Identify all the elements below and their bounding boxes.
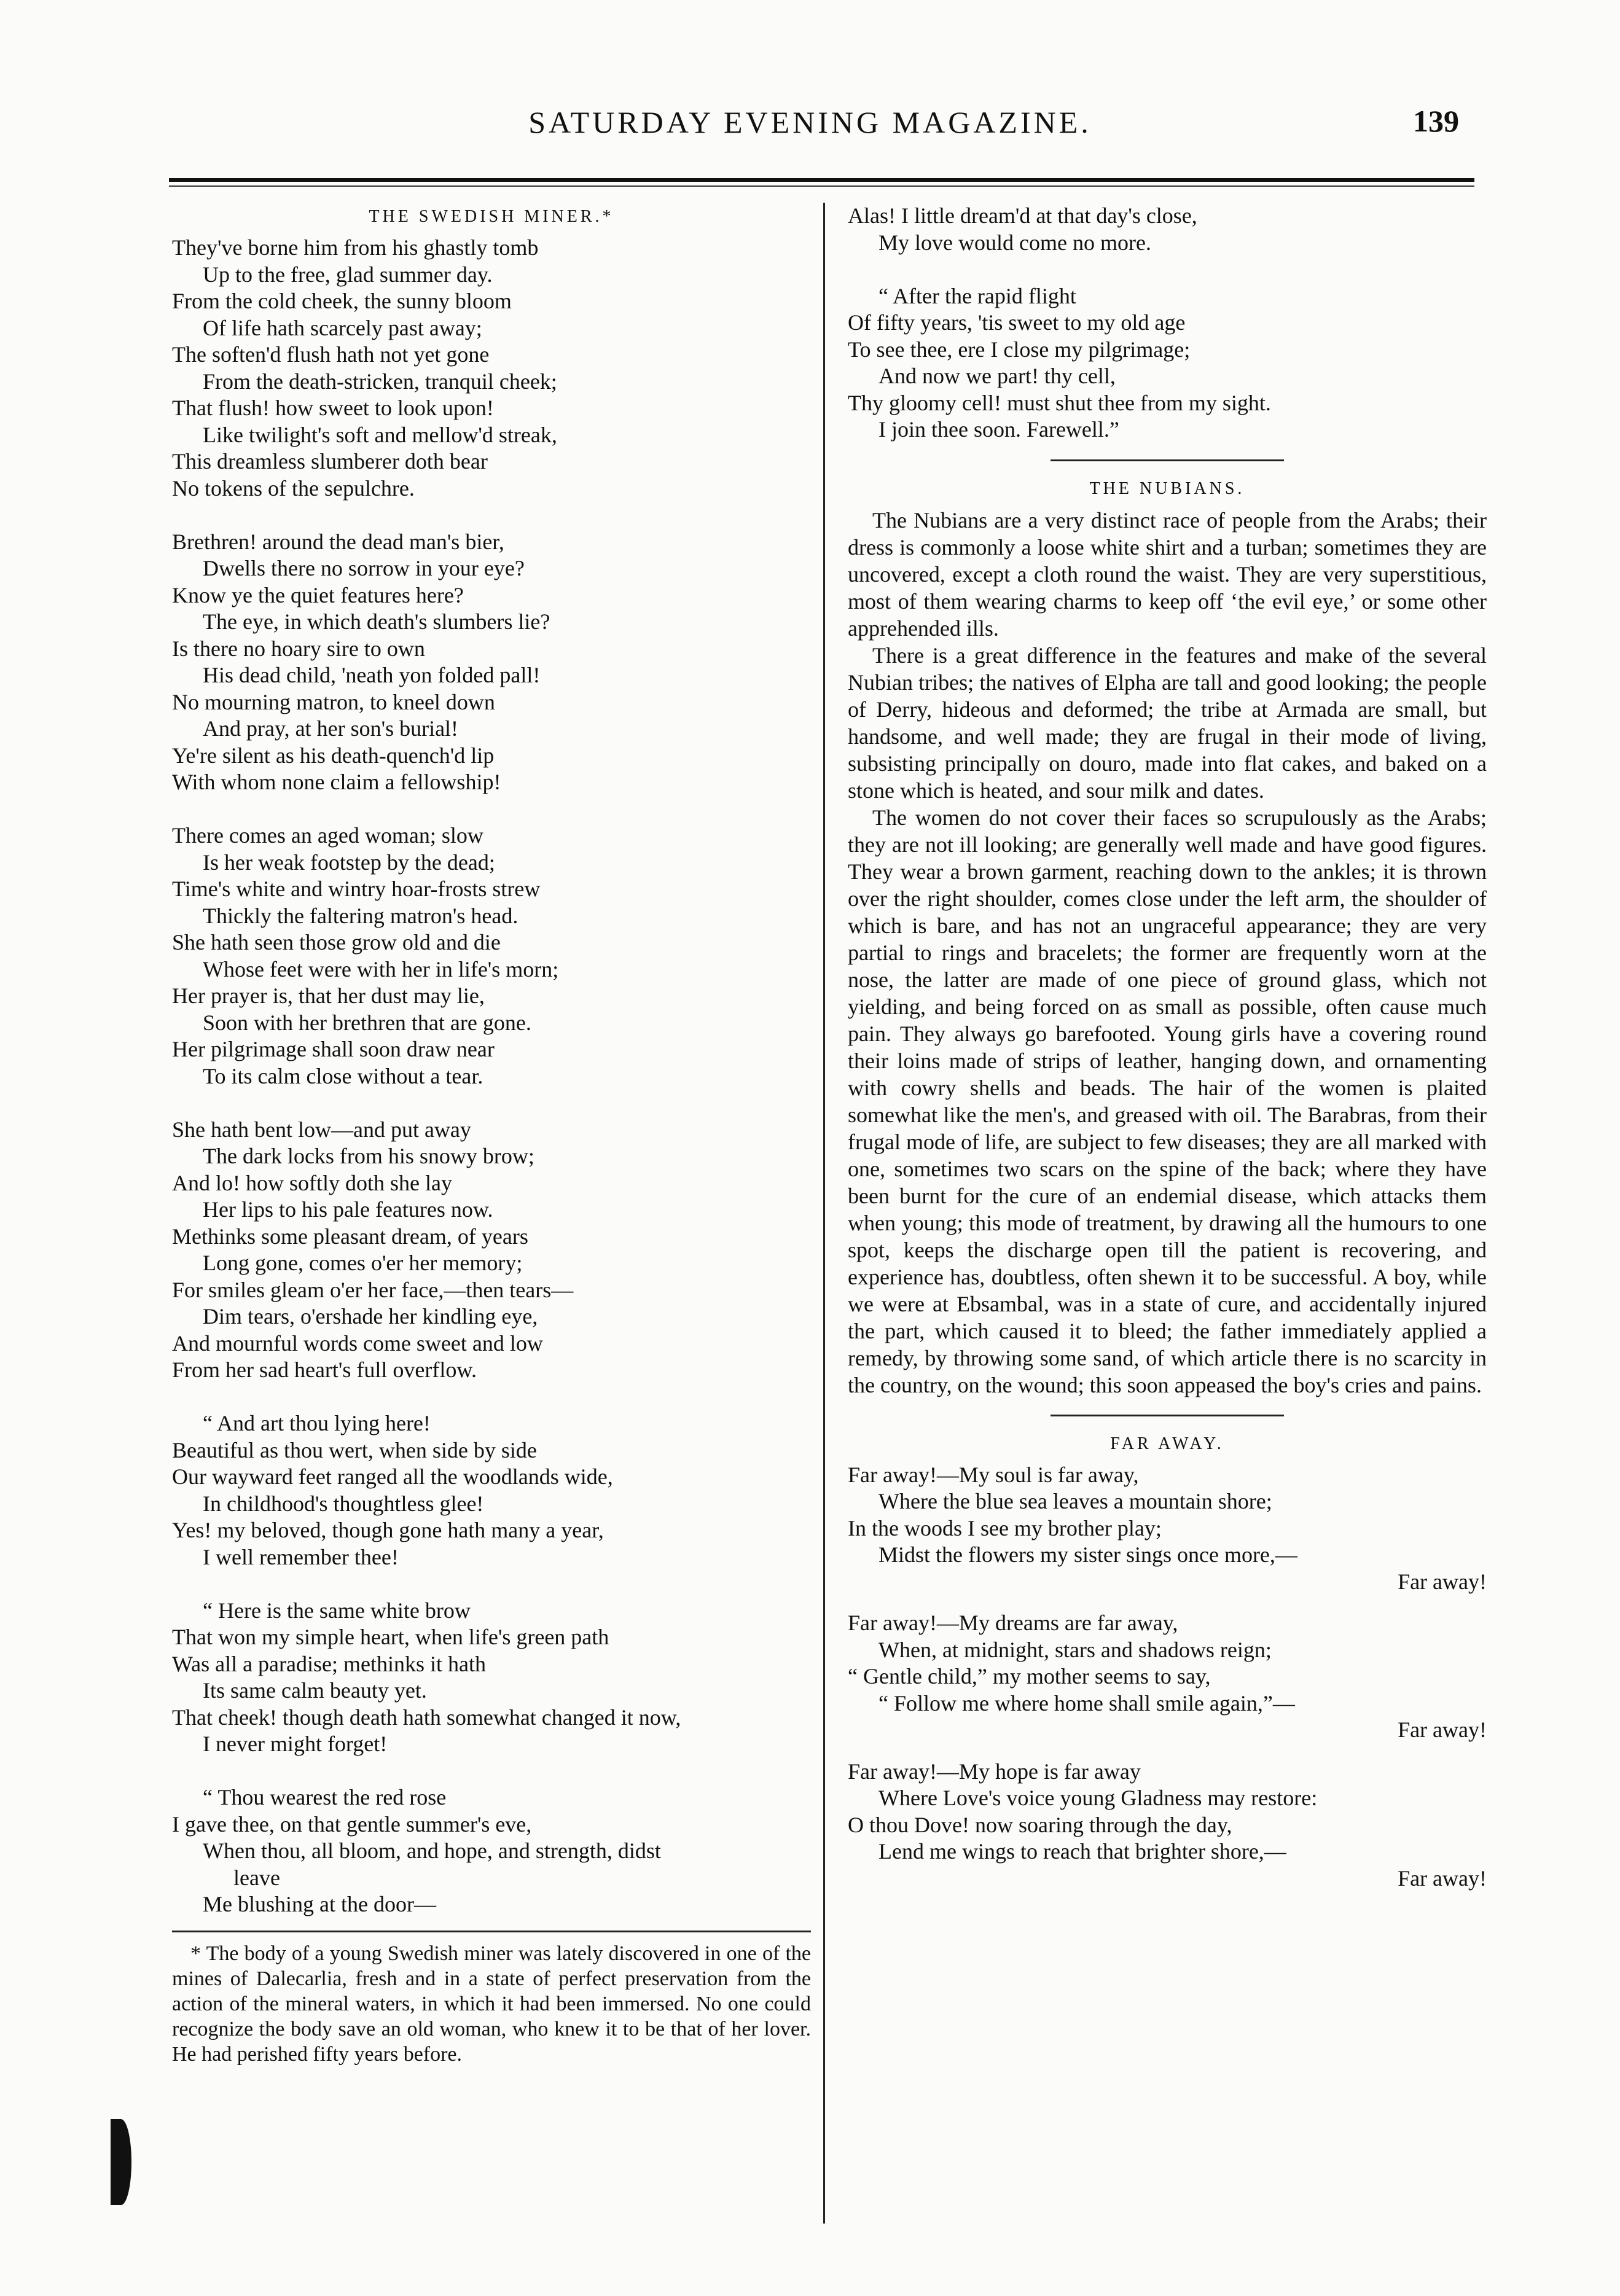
poem-line: For smiles gleam o'er her face,—then tears— [172, 1277, 574, 1302]
poem-line: “ Here is the same white brow [203, 1598, 471, 1623]
poem-line: Methinks some pleasant dream, of years [172, 1224, 528, 1249]
poem-line: leave [233, 1865, 280, 1890]
column-divider [823, 203, 825, 2224]
poem-line: And mournful words come sweet and low [172, 1330, 543, 1356]
nubians-title: THE NUBIANS. [1089, 478, 1245, 498]
poem-line: The soften'd flush hath not yet gone [172, 342, 490, 367]
poem-line: Far away! [1398, 1569, 1487, 1594]
poem-line: Dwells there no sorrow in your eye? [203, 556, 525, 580]
poem-line: “ Gentle child,” my mother seems to say, [848, 1664, 1211, 1689]
poem-line: Like twilight's soft and mellow'd streak, [203, 422, 557, 447]
paragraph: There is a great difference in the features and make of the several Nubian tribes; the natives of Elpha are tall and good looking; the people of Derry, hideous and deformed; the tribe at Armada are small, but handsome, and well made; they are frugal in their mode of living, subsisting principally on douro, made into flat cakes, and baked on a stone which is heated, and sour milk and dates. [848, 642, 1487, 803]
swedish-miner-title: THE SWEDISH MINER.* [369, 207, 614, 226]
far-away-poem [848, 1462, 1487, 1892]
poem-line: Her prayer is, that her dust may lie, [172, 983, 485, 1008]
poem-line: Far away!—My dreams are far away, [848, 1611, 1178, 1635]
poem-line: From the death-stricken, tranquil cheek; [203, 369, 557, 394]
section-rule [1051, 1415, 1284, 1416]
right-column [848, 203, 1487, 1892]
poem-line: When thou, all bloom, and hope, and strength, didst [203, 1838, 661, 1863]
stanza-gap [848, 256, 1487, 283]
poem-line: Thickly the faltering matron's head. [203, 903, 518, 928]
poem-line: Up to the free, glad summer day. [203, 262, 493, 287]
section-rule [1051, 459, 1284, 461]
stanza-gap [172, 1571, 811, 1598]
paragraph: The Nubians are a very distinct race of people from the Arabs; their dress is commonly a loose white shirt and a turban; sometimes they are uncovered, except a cloth round the waist. They are very superstitious, most of them wearing charms to keep off ‘the evil eye,’ or some other apprehended ills. [848, 507, 1487, 641]
poem-line: Dim tears, o'ershade her kindling eye, [203, 1304, 538, 1329]
poem-line: And pray, at her son's burial! [203, 716, 459, 741]
poem-line: Is her weak footstep by the dead; [203, 849, 495, 875]
poem-line: Where the blue sea leaves a mountain shore; [878, 1489, 1272, 1513]
poem-line: My love would come no more. [878, 230, 1151, 255]
poem-line: Long gone, comes o'er her memory; [203, 1251, 523, 1275]
stanza-gap [172, 796, 811, 823]
nubians-article [848, 507, 1487, 1399]
poem-line: Me blushing at the door— [203, 1892, 436, 1916]
poem-line: The dark locks from his snowy brow; [203, 1144, 534, 1168]
poem-line: Whose feet were with her in life's morn; [203, 956, 559, 982]
poem-line: Was all a paradise; methinks it hath [172, 1651, 486, 1676]
poem-line: Far away! [1398, 1865, 1487, 1891]
far-away-title: FAR AWAY. [1110, 1434, 1224, 1453]
poem-line: “ Follow me where home shall smile again,”— [878, 1690, 1295, 1716]
header-rule-thin [169, 185, 1474, 187]
poem-line: Midst the flowers my sister sings once more,— [878, 1542, 1297, 1567]
poem-line: Beautiful as thou wert, when side by side [172, 1437, 537, 1462]
poem-line: “ After the rapid flight [878, 283, 1076, 308]
header-rule [169, 178, 1474, 182]
stanza-gap [172, 502, 811, 529]
stanza-gap [172, 1384, 811, 1411]
poem-line: Soon with her brethren that are gone. [203, 1010, 531, 1035]
poem-line: To its calm close without a tear. [203, 1063, 483, 1088]
poem-line: Her lips to his pale features now. [203, 1197, 493, 1222]
poem-line: From the cold cheek, the sunny bloom [172, 289, 512, 313]
poem-line: Far away!—My soul is far away, [848, 1462, 1139, 1487]
poem-line: Ye're silent as his death-quench'd lip [172, 743, 495, 768]
poem-line: No mourning matron, to kneel down [172, 689, 495, 714]
poem-line: Know ye the quiet features here? [172, 582, 464, 607]
poem-line: Her pilgrimage shall soon draw near [172, 1037, 495, 1061]
poem-line: Alas! I little dream'd at that day's close, [848, 203, 1197, 228]
poem-line: I never might forget! [203, 1732, 388, 1756]
poem-line: “ And art thou lying here! [203, 1411, 431, 1435]
poem-line: That cheek! though death hath somewhat changed it now, [172, 1704, 681, 1730]
poem-line: I join thee soon. Farewell.” [878, 417, 1119, 442]
poem-line: Brethren! around the dead man's bier, [172, 529, 504, 554]
poem-line: Is there no hoary sire to own [172, 636, 425, 661]
poem-line: To see thee, ere I close my pilgrimage; [848, 337, 1191, 362]
poem-line: With whom none claim a fellowship! [172, 770, 501, 794]
poem-line: Far away! [1398, 1717, 1487, 1742]
poem-line: No tokens of the sepulchre. [172, 475, 415, 501]
poem-line: Time's white and wintry hoar-frosts strew [172, 877, 541, 901]
running-header: SATURDAY EVENING MAGAZINE. [528, 105, 1092, 139]
page-edge-mark [111, 2119, 131, 2205]
poem-line: O thou Dove! now soaring through the day, [848, 1812, 1232, 1837]
poem-line: When, at midnight, stars and shadows reign; [878, 1637, 1272, 1662]
stanza-gap [848, 1595, 1487, 1610]
poem-line: The eye, in which death's slumbers lie? [203, 609, 550, 634]
poem-line: Far away!—My hope is far away [848, 1759, 1141, 1784]
poem-line: Where Love's voice young Gladness may restore: [878, 1786, 1318, 1810]
poem-line: “ Thou wearest the red rose [203, 1785, 447, 1810]
poem-line: Its same calm beauty yet. [203, 1678, 427, 1703]
swedish-miner-continuation [848, 203, 1487, 443]
poem-line: In childhood's thoughtless glee! [203, 1491, 484, 1516]
stanza-gap [848, 1744, 1487, 1759]
poem-line: And now we part! thy cell, [878, 364, 1116, 388]
paragraph: The women do not cover their faces so scrupulously as the Arabs; they are not ill looking; are generally well made and have good figures. They wear a brown garment, reaching down to the ankles; it is thrown over the right shoulder, comes close under the left arm, the shoulder of which is bare, and has not an ungraceful appearance; they are very partial to rings and bracelets; the former are frequently worn at the nose, the latter are made of one piece of ground glass, which not yielding, and being forced on as small as possible, often cause much pain. They always go barefooted. Young girls have a covering round their loins made of strips of leather, hanging down, and ornamenting with cowry shells and beads. The hair of the women is plaited somewhat like the men's, and greased with oil. The Barabras, from their frugal mode of life, are subject to few diseases; they are all marked with one, sometimes two scars on the spine of the back; where they have been burnt for the cure of an endemial disease, which attacks them when young; this mode of treatment, by drawing all the humours to one spot, keeps the discharge open till the patient is recovering, and experience has, doubtless, often shewn it to be successful. A boy, while we were at Ebsambal, was in a state of cure, and accidentally injured the part, which caused it to bleed; the father immediately applied a remedy, by throwing some sand, of which article there is no scarcity in the country, on the wound; this soon appeased the boy's cries and pains. [848, 805, 1487, 1397]
swedish-miner-poem [172, 235, 811, 1918]
poem-line: Yes! my beloved, though gone hath many a year, [172, 1518, 604, 1542]
poem-line: They've borne him from his ghastly tomb [172, 235, 539, 260]
poem-line: Thy gloomy cell! must shut thee from my sight. [848, 390, 1271, 415]
page-number: 139 [1413, 104, 1459, 138]
poem-line: In the woods I see my brother play; [848, 1515, 1162, 1540]
stanza-gap [172, 1090, 811, 1117]
poem-line: That flush! how sweet to look upon! [172, 396, 494, 420]
poem-line: Our wayward feet ranged all the woodlands wide, [172, 1464, 613, 1489]
poem-line: Of life hath scarcely past away; [203, 315, 482, 340]
poem-line: His dead child, 'neath yon folded pall! [203, 663, 541, 687]
poem-line: That won my simple heart, when life's green path [172, 1625, 609, 1649]
poem-line: I gave thee, on that gentle summer's eve, [172, 1811, 532, 1837]
poem-line: Lend me wings to reach that brighter shore,— [878, 1839, 1286, 1864]
left-column [172, 203, 811, 2067]
footnote: * The body of a young Swedish miner was lately discovered in one of the mines of Dalecarlia, fresh and in a state of perfect preservation from the action of the mineral waters, in which it had been immersed. No one could recognize the body save an old woman, who knew it to be that of her lover. He had perished fifty years before. [172, 1942, 811, 2066]
poem-line: There comes an aged woman; slow [172, 823, 483, 848]
poem-line: She hath seen those grow old and die [172, 930, 501, 955]
poem-line: From her sad heart's full overflow. [172, 1357, 477, 1382]
poem-line: She hath bent low—and put away [172, 1117, 471, 1142]
poem-line: Of fifty years, 'tis sweet to my old age [848, 310, 1186, 335]
poem-line: I well remember thee! [203, 1544, 399, 1569]
stanza-gap [172, 1758, 811, 1785]
poem-line: This dreamless slumberer doth bear [172, 449, 488, 474]
footnote-rule [172, 1931, 811, 1932]
poem-line: And lo! how softly doth she lay [172, 1170, 452, 1195]
